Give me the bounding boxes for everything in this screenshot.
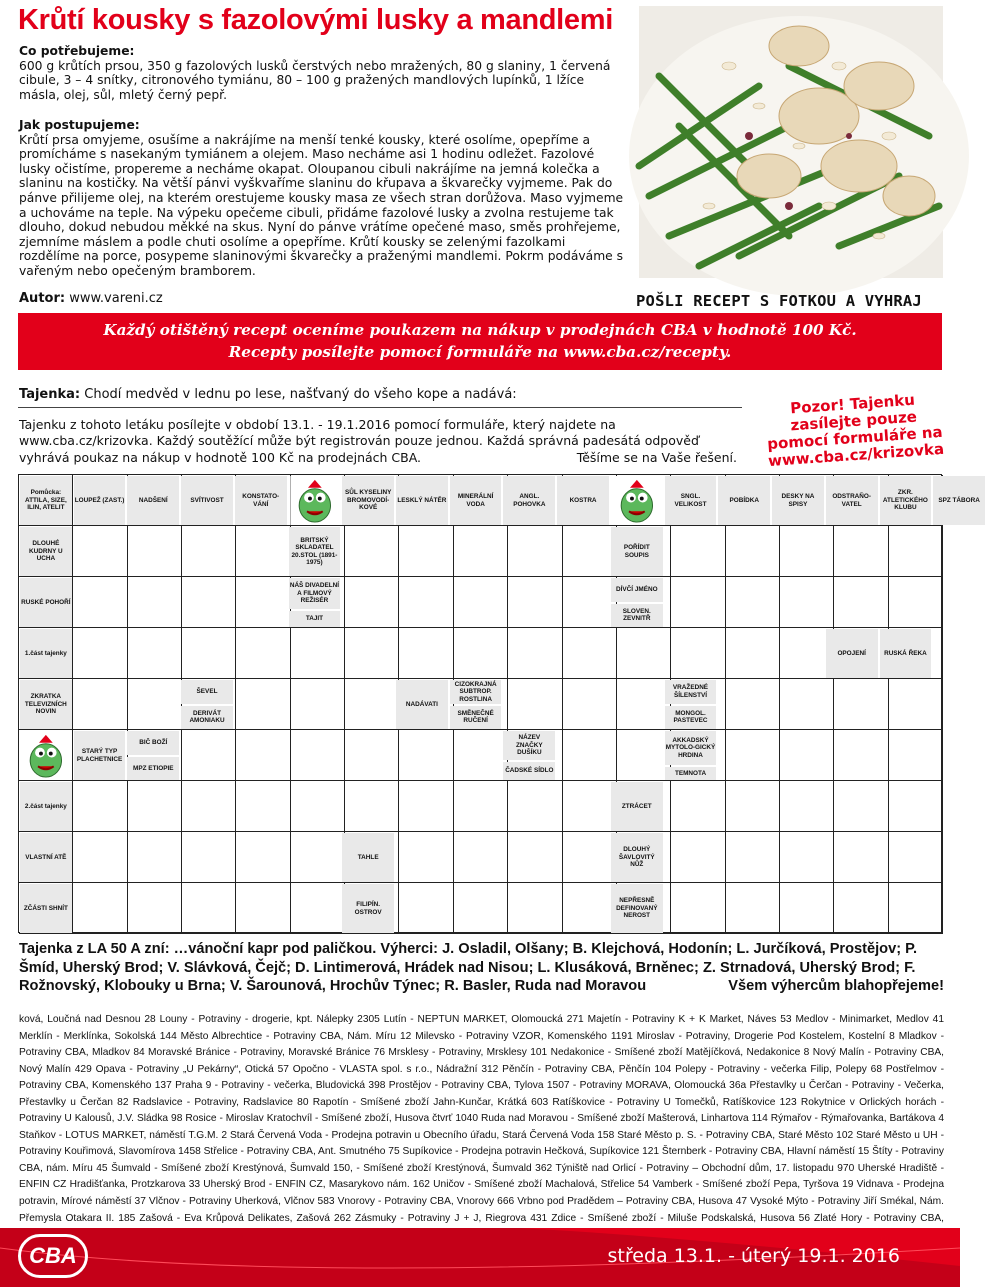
crossword-cell[interactable]	[73, 781, 127, 832]
recipe-photo	[639, 6, 943, 278]
crossword-cell[interactable]	[399, 628, 453, 679]
crossword-clue: SŮL KYSELINY BROMOVODÍ-KOVÉ	[342, 476, 394, 525]
crossword-cell[interactable]	[73, 832, 127, 883]
crossword-clue: ZKR. ATLETICKÉHO KLUBU	[880, 476, 932, 525]
crossword-cell[interactable]	[671, 832, 725, 883]
crossword-cell[interactable]	[182, 628, 236, 679]
crossword-cell[interactable]	[617, 679, 671, 730]
crossword-cell[interactable]	[508, 526, 562, 577]
crossword-cell[interactable]	[780, 679, 834, 730]
crossword-cell[interactable]	[236, 628, 290, 679]
crossword-clue: NADÁVATI	[396, 680, 448, 729]
tajenka-info	[19, 417, 737, 466]
winners-congrats: Všem výhercům blahopřejeme!	[728, 978, 944, 995]
crossword-clue: OPOJENÍ	[826, 629, 878, 678]
crossword-cell[interactable]	[563, 679, 617, 730]
crossword-cell[interactable]	[834, 832, 888, 883]
crossword-cell[interactable]	[508, 883, 562, 934]
crossword-cell[interactable]	[236, 883, 290, 934]
crossword-cell[interactable]	[345, 526, 399, 577]
recipe-title: Krůtí kousky s fazolovými lusky a mandlemi	[18, 4, 613, 36]
crossword-cell[interactable]	[182, 526, 236, 577]
crossword-grid	[18, 474, 980, 933]
crossword-cell[interactable]	[726, 526, 780, 577]
crossword-cell[interactable]	[726, 730, 780, 781]
crossword-cell[interactable]	[508, 577, 562, 628]
crossword-cell[interactable]	[834, 577, 888, 628]
crossword-cell[interactable]	[182, 832, 236, 883]
crossword-cell[interactable]	[236, 526, 290, 577]
crossword-clue: RUSKÉ POHOŘÍ	[20, 578, 72, 627]
procedure-block	[19, 118, 627, 279]
crossword-cell[interactable]	[834, 883, 888, 934]
tajenka-closing: Těšíme se na Vaše řešení.	[576, 449, 737, 465]
crossword-cell[interactable]	[454, 883, 508, 934]
recipe-banner	[18, 313, 942, 370]
crossword-cell[interactable]	[726, 832, 780, 883]
crossword-clue: NEPŘESNĚ DEFINOVANÝ NEROST	[611, 884, 663, 933]
tajenka-info-text: Tajenku z tohoto letáku posílejte v období 13.1. - 19.1.2016 pomocí formuláře, který najdete na www.cba.cz/krizovka. Každý soutěžící může být registrován pouze jednou. Každá správná padesátá odpověď vyhrává poukaz na nákup v hodnotě 100 Kč na prodejnách CBA.	[19, 417, 699, 465]
crossword-cell[interactable]	[236, 679, 290, 730]
crossword-cell[interactable]	[454, 832, 508, 883]
crossword-clue: CIZOKRAJNÁ SUBTROP. ROSTLINA	[450, 680, 502, 704]
crossword-cell[interactable]	[889, 832, 943, 883]
crossword-cell[interactable]	[780, 883, 834, 934]
crossword-cell[interactable]	[345, 679, 399, 730]
crossword-cell[interactable]	[236, 730, 290, 781]
crossword-cell[interactable]	[671, 883, 725, 934]
crossword-cell[interactable]	[128, 781, 182, 832]
procedure-heading: Jak postupujeme:	[19, 118, 140, 132]
crossword-clue: NÁZEV ZNAČKY DUŠÍKU	[503, 731, 555, 760]
crossword-clue: SMĚNEČNÉ RUČENÍ	[450, 706, 502, 730]
crossword-cell[interactable]	[889, 526, 943, 577]
crossword-clue: SNGL. VELIKOST	[665, 476, 717, 525]
tajenka-question	[19, 387, 517, 402]
tajenka-question-text: Chodí medvěd v lednu po lese, našťvaný do všeho kope a nadává:	[84, 387, 517, 402]
crossword-cell[interactable]	[128, 832, 182, 883]
crossword-cell[interactable]	[889, 577, 943, 628]
footer-date: středa 13.1. - úterý 19.1. 2016	[607, 1245, 900, 1267]
crossword-cell[interactable]	[236, 577, 290, 628]
crossword-cell[interactable]	[508, 781, 562, 832]
crossword-cell[interactable]	[780, 730, 834, 781]
crossword-cell[interactable]	[563, 730, 617, 781]
stores-list: ková, Loučná nad Desnou 28 Louny - Potraviny - drogerie, kpt. Nálepky 2305 Lutín - NEPTUN MARKET, Olomoucká 271 Majetín - Potraviny K + K Market, Náves 53 Medlov - Minimarket, Medlov 41 Merklín - Merklínka, Sokolská 144 Město Albrechtice - Potraviny CBA, Nám. Míru 12 Milevsko - Potraviny VZOR, Komenského 1191 Miroslav - Potraviny, Drogerie Pod Kostelem, Kostelní 8 Mladkov - Potraviny CBA, Mladkov 84 Moravské Bránice - Potraviny, Moravské Bránice 76 Mrsklesy - Potraviny, Mrsklesy 101 Nedakonice - Smíšené zboží Matějíčková, Nedakonice 8 Nový Malín - Potraviny CBA, Nový Malín 429 Opava - Potraviny „U Pekárny“, Otická 57 Opočno - VLASTA spol. s r.o., Nádražní 312 Pěnčín - Potraviny CBA, Pěnčín 104 Polepy - Potraviny - večerka Filip, Polepy 68 Postřelmov - Potraviny CBA, Komenského 137 Praha 9 - Potraviny - večerka, Bludovická 398 Prostějov - Potraviny CBA, Tylova 1507 - Potraviny MORAVA, Olomoucká 36a Přestavlky u Čerčan - Potraviny - Večerka, Přestavlky u Čerčan 82 Radslavice - Potraviny, Radslavice 80 Rapotín - Smíšené zboží Jahn-Kunčar, Krátká 603 Ratíškovice - Potraviny U Tomečků, Ratíškovice 123 Rokytnice v Orlických horách - Potraviny U Kalousů, J.V. Sládka 98 Rosice - Miroslav Kratochvíl - Smíšené zboží, Husova čtvrť 1040 Ruda nad Moravou - Smíšené zboží Mašterová, Linhartova 114 Rýmařov - Rýmařovanka, Bartákova 4 Staňkov - LOTUS MARKET, náměstí T.G.M. 2 Stará Červená Voda - Prodejna potravin u Obecního úřadu, Stará Červená Voda 158 Staré Město p. S. - Potraviny CBA, Staré Město 102 Staré Město u UH - Potraviny Kouřimová, Slavomírova 1458 Střelice - Potraviny CBA, Ant. Smutného 75 Supíkovice - Prodejna potravin Hečková, Supíkovice 121 Šternberk - Potraviny CBA, Hlavní náměstí 15 Štíty - Potraviny CBA, nám. Míru 45 Šumvald - Smíšené zboží Krestýnová, Šumvald 150, - Smíšené zboží Krestýnová, Šumvald 362 Týniště nad Orlicí - Potraviny – Obchodní dům, 17. listopadu 970 Uherské Hradiště - ENFIN CZ Hradišťanka, Protzkarova 33 Uherský Brod - ENFIN CZ, Masarykovo nám. 162 Uničov - Smíšené zboží Machalová, Střelice 54 Vamberk - Smíšené zboží Pepa, Tyršova 19 Vidnava - Prodejna potravin, Mírové náměstí 37 Vlčnov - Potraviny Uherková, Vlčnov 583 Vnorovy - Potraviny CBA, Vnorovy 666 Vrbno pod Pradědem – Potraviny CBA, Husova 47 Vysoké Mýto - Potraviny Jiří Smékal, Nám. Přemysla Otakara II. 185 Zašová - Eva Krůpová Delikates, Zašová 262 Zásmuky - Potraviny J + J, Riegrova 431 Zdice - Smíšené zboží - Miluše Podskalská, Husova 56 Zlaté Hory - Potraviny CBA,	[19, 1014, 944, 1224]
crossword-cell[interactable]	[128, 526, 182, 577]
crossword-cell[interactable]	[128, 883, 182, 934]
crossword-cell[interactable]	[834, 730, 888, 781]
crossword-cell[interactable]	[236, 781, 290, 832]
crossword-clue: DLOUHÉ KUDRNY U UCHA	[20, 527, 72, 576]
crossword-cell[interactable]	[780, 832, 834, 883]
crossword-cell[interactable]	[73, 526, 127, 577]
crossword-cell[interactable]	[399, 526, 453, 577]
crossword-cell[interactable]	[889, 883, 943, 934]
crossword-cell[interactable]	[182, 883, 236, 934]
crossword-cell[interactable]	[291, 883, 345, 934]
crossword-cell[interactable]	[563, 526, 617, 577]
crossword-clue: 1.část tajenky	[20, 629, 72, 678]
crossword-cell[interactable]	[291, 679, 345, 730]
crossword-clue: SPZ TÁBORA	[933, 476, 985, 525]
crossword-cell[interactable]	[563, 577, 617, 628]
crossword-cell[interactable]	[454, 628, 508, 679]
crossword-clue: ODSTRAŇO-VATEL	[826, 476, 878, 525]
crossword-clue: POŘÍDIT SOUPIS	[611, 527, 663, 576]
crossword-cell[interactable]	[73, 883, 127, 934]
crossword-cell[interactable]	[128, 679, 182, 730]
author-line	[19, 291, 163, 306]
crossword-cell[interactable]	[508, 628, 562, 679]
crossword-clue: TAHLE	[342, 833, 394, 882]
crossword-cell[interactable]	[834, 526, 888, 577]
crossword-cell[interactable]	[399, 781, 453, 832]
crossword-cell[interactable]	[291, 781, 345, 832]
crossword-cell[interactable]	[726, 577, 780, 628]
crossword-cell[interactable]	[399, 577, 453, 628]
crossword-clue: VRAŽEDNÉ ŠÍLENSTVÍ	[665, 680, 717, 704]
crossword-clue: TEMNOTA	[665, 767, 717, 780]
crossword-clue: 2.část tajenky	[20, 782, 72, 831]
crossword-cell[interactable]	[291, 628, 345, 679]
crossword-cell[interactable]	[454, 526, 508, 577]
crossword-cell[interactable]	[563, 832, 617, 883]
mascot-icon	[20, 731, 72, 780]
crossword-cell[interactable]	[345, 628, 399, 679]
crossword-clue: BRITSKÝ SKLADATEL 20.STOL (1891-1975)	[289, 527, 341, 576]
crossword-cell[interactable]	[617, 628, 671, 679]
crossword-cell[interactable]	[454, 781, 508, 832]
crossword-clue: ANGL. POHOVKA	[503, 476, 555, 525]
crossword-cell[interactable]	[399, 832, 453, 883]
winners-label: Tajenka z LA 50 A zní: …vánoční kapr pod paličkou. Výherci:	[19, 941, 438, 957]
crossword-clue: ZKRATKA TELEVIZNÍCH NOVIN	[20, 680, 72, 729]
crossword-clue: BIČ BOŽÍ	[127, 731, 179, 755]
cba-logo-text: CBA	[29, 1243, 77, 1268]
crossword-cell[interactable]	[780, 781, 834, 832]
author-label: Autor:	[19, 291, 66, 306]
crossword-cell[interactable]	[291, 832, 345, 883]
crossword-clue: MPZ ETIOPIE	[127, 757, 179, 781]
ingredients-text: 600 g krůtích prsou, 350 g fazolových lusků čerstvých nebo mražených, 80 g slaniny, 1 červená cibule, 3 – 4 snítky, citronového tymiánu, 80 – 100 g pražených mandlových lupínků, 1 lžíce másla, olej, sůl, mletý černý pepř.	[19, 58, 611, 102]
mascot-icon	[289, 476, 341, 525]
crossword-cell[interactable]	[454, 730, 508, 781]
crossword-cell[interactable]	[399, 883, 453, 934]
crossword-cell[interactable]	[671, 628, 725, 679]
cba-logo	[18, 1234, 88, 1278]
crossword-cell[interactable]	[345, 730, 399, 781]
author-link[interactable]: www.vareni.cz	[69, 291, 163, 306]
crossword-clue: DESKY NA SPISY	[772, 476, 824, 525]
mascot-icon	[611, 476, 663, 525]
winners-text: J. Osladil, Olšany; B. Klejchová, Hodonín; L. Jurčíková, Prostějov; P. Šmíd, Uherský Brod; V. Slávková, Čejč; D. Lintimerová, Hrádek nad Nisou; L. Klusáková, Brněnec; Z. Strnadová, Uherský Brod; F. Rožnovský, Klobouky u Brna; V. Šarounová, Hrochův Týnec; R. Basler, Ruda nad Moravou	[19, 941, 918, 995]
crossword-cell[interactable]	[617, 730, 671, 781]
crossword-cell[interactable]	[508, 832, 562, 883]
crossword-cell[interactable]	[889, 781, 943, 832]
crossword-cell[interactable]	[399, 730, 453, 781]
crossword-cell[interactable]	[73, 628, 127, 679]
crossword-cell[interactable]	[834, 679, 888, 730]
crossword-clue: DÍVČÍ JMÉNO	[611, 578, 663, 602]
crossword-clue: LOUPEŽ (ZAST.)	[74, 476, 126, 525]
send-recipe-heading: POŠLI RECEPT S FOTKOU A VYHRAJ	[636, 292, 922, 310]
crossword-cell[interactable]	[236, 832, 290, 883]
crossword-clue: DLOUHÝ ŠAVLOVITÝ NŮŽ	[611, 833, 663, 882]
crossword-cell[interactable]	[671, 526, 725, 577]
crossword-cell[interactable]	[128, 577, 182, 628]
crossword-clue: VLASTNÍ ATĚ	[20, 833, 72, 882]
crossword-cell[interactable]	[563, 628, 617, 679]
tajenka-label: Tajenka:	[19, 387, 81, 402]
crossword-cell[interactable]	[726, 781, 780, 832]
crossword-cell[interactable]	[73, 577, 127, 628]
crossword-cell[interactable]	[671, 577, 725, 628]
crossword-cell[interactable]	[834, 781, 888, 832]
crossword-clue: STARÝ TYP PLACHETNICE	[74, 731, 126, 780]
crossword-clue: ČADSKÉ SÍDLO	[503, 762, 555, 780]
crossword-cell[interactable]	[726, 628, 780, 679]
crossword-cell[interactable]	[780, 526, 834, 577]
crossword-cell[interactable]	[508, 679, 562, 730]
crossword-clue: LESKLÝ NÁTĚR	[396, 476, 448, 525]
crossword-cell[interactable]	[671, 781, 725, 832]
crossword-cell[interactable]	[182, 730, 236, 781]
procedure-text: Krůtí prsa omyjeme, osušíme a nakrájíme na menší tenké kousky, které osolíme, opepříme a promícháme s nasekaným tymiánem a olejem. Maso necháme asi 1 hodinu odležet. Fazolové lusky očistíme, propereme a necháme okapat. Oloupanou cibuli nakrájíme na jemná kolečka a slaninu na kostičky. Na větší pánvi vyškvaříme slaninu do křupava a škvarečky vyjmeme. Pak do pánve přilijeme olej, na kterém orestujeme kousky masa ze všech stran dorůžova. Maso vyjmeme a uchováme na teple. Na výpeku opečeme cibuli, přidáme fazolové lusky a zvolna restujeme tak dlouho, dokud nebudou měkké na skus. Nyní do pánve vrátíme opečené maso, směs prohřejeme, zjemníme máslem a podle chuti osolíme a opepříme. Krůtí kousky se zelenými fazolkami rozdělíme na porce, posypeme slaninovými škvarečky a praženými mandlemi. Pokrm podáváme s vařeným nebo opečeným bramborem.	[19, 132, 624, 278]
crossword-cell[interactable]	[291, 730, 345, 781]
winners-block	[19, 940, 944, 996]
crossword-cell[interactable]	[726, 679, 780, 730]
crossword-clue: AKKADSKÝ MYTOLO-GICKÝ HRDINA	[665, 731, 717, 765]
pozor-notice: Pozor! Tajenku zasílejte pouze pomocí formuláře na www.cba.cz/krizovka	[766, 390, 945, 471]
crossword-clue: NADŠENÍ	[127, 476, 179, 525]
crossword-cell[interactable]	[345, 781, 399, 832]
ingredients-heading: Co potřebujeme:	[19, 44, 135, 58]
crossword-clue: MINERÁLNÍ VODA	[450, 476, 502, 525]
crossword-cell[interactable]	[563, 883, 617, 934]
banner-line-2: Recepty posílejte pomocí formuláře na www.cba.cz/recepty.	[228, 343, 732, 361]
crossword-cell[interactable]	[128, 628, 182, 679]
banner-line-1: Každý otištěný recept oceníme poukazem na nákup v prodejnách CBA v hodnotě 100 Kč.	[103, 321, 857, 339]
crossword-clue: NÁŠ DIVADELNÍ A FILMOVÝ REŽISÉR	[289, 578, 341, 609]
crossword-clue: POBÍDKA	[718, 476, 770, 525]
crossword-clue: ZČÁSTI SHNÍT	[20, 884, 72, 933]
crossword-cell[interactable]	[726, 883, 780, 934]
crossword-clue: SLOVEN. ZEVNITŘ	[611, 604, 663, 628]
crossword-clue: KONSTATO-VÁNÍ	[235, 476, 287, 525]
crossword-clue: DERIVÁT AMONIAKU	[181, 706, 233, 730]
crossword-cell[interactable]	[889, 679, 943, 730]
crossword-cell[interactable]	[780, 577, 834, 628]
ingredients-block	[19, 44, 627, 102]
crossword-clue: Pomůcka: ATTILA, SIZE, ILIN, ATELIT	[20, 476, 72, 525]
crossword-clue: ŠEVEL	[181, 680, 233, 704]
crossword-clue: MONGOL. PASTEVEC	[665, 706, 717, 730]
crossword-clue: SVÍTIVOST	[181, 476, 233, 525]
crossword-cell[interactable]	[345, 577, 399, 628]
crossword-cell[interactable]	[182, 577, 236, 628]
crossword-cell[interactable]	[889, 730, 943, 781]
crossword-cell[interactable]	[182, 781, 236, 832]
crossword-cell[interactable]	[563, 781, 617, 832]
crossword-cell[interactable]	[454, 577, 508, 628]
crossword-clue: ZTRÁCET	[611, 782, 663, 831]
crossword-cell[interactable]	[73, 679, 127, 730]
crossword-clue: FILIPÍN. OSTROV	[342, 884, 394, 933]
crossword-clue: RUSKÁ ŘEKA	[880, 629, 932, 678]
crossword-clue: KOSTRA	[557, 476, 609, 525]
divider	[18, 407, 742, 408]
crossword-clue: TAJIT	[289, 611, 341, 627]
